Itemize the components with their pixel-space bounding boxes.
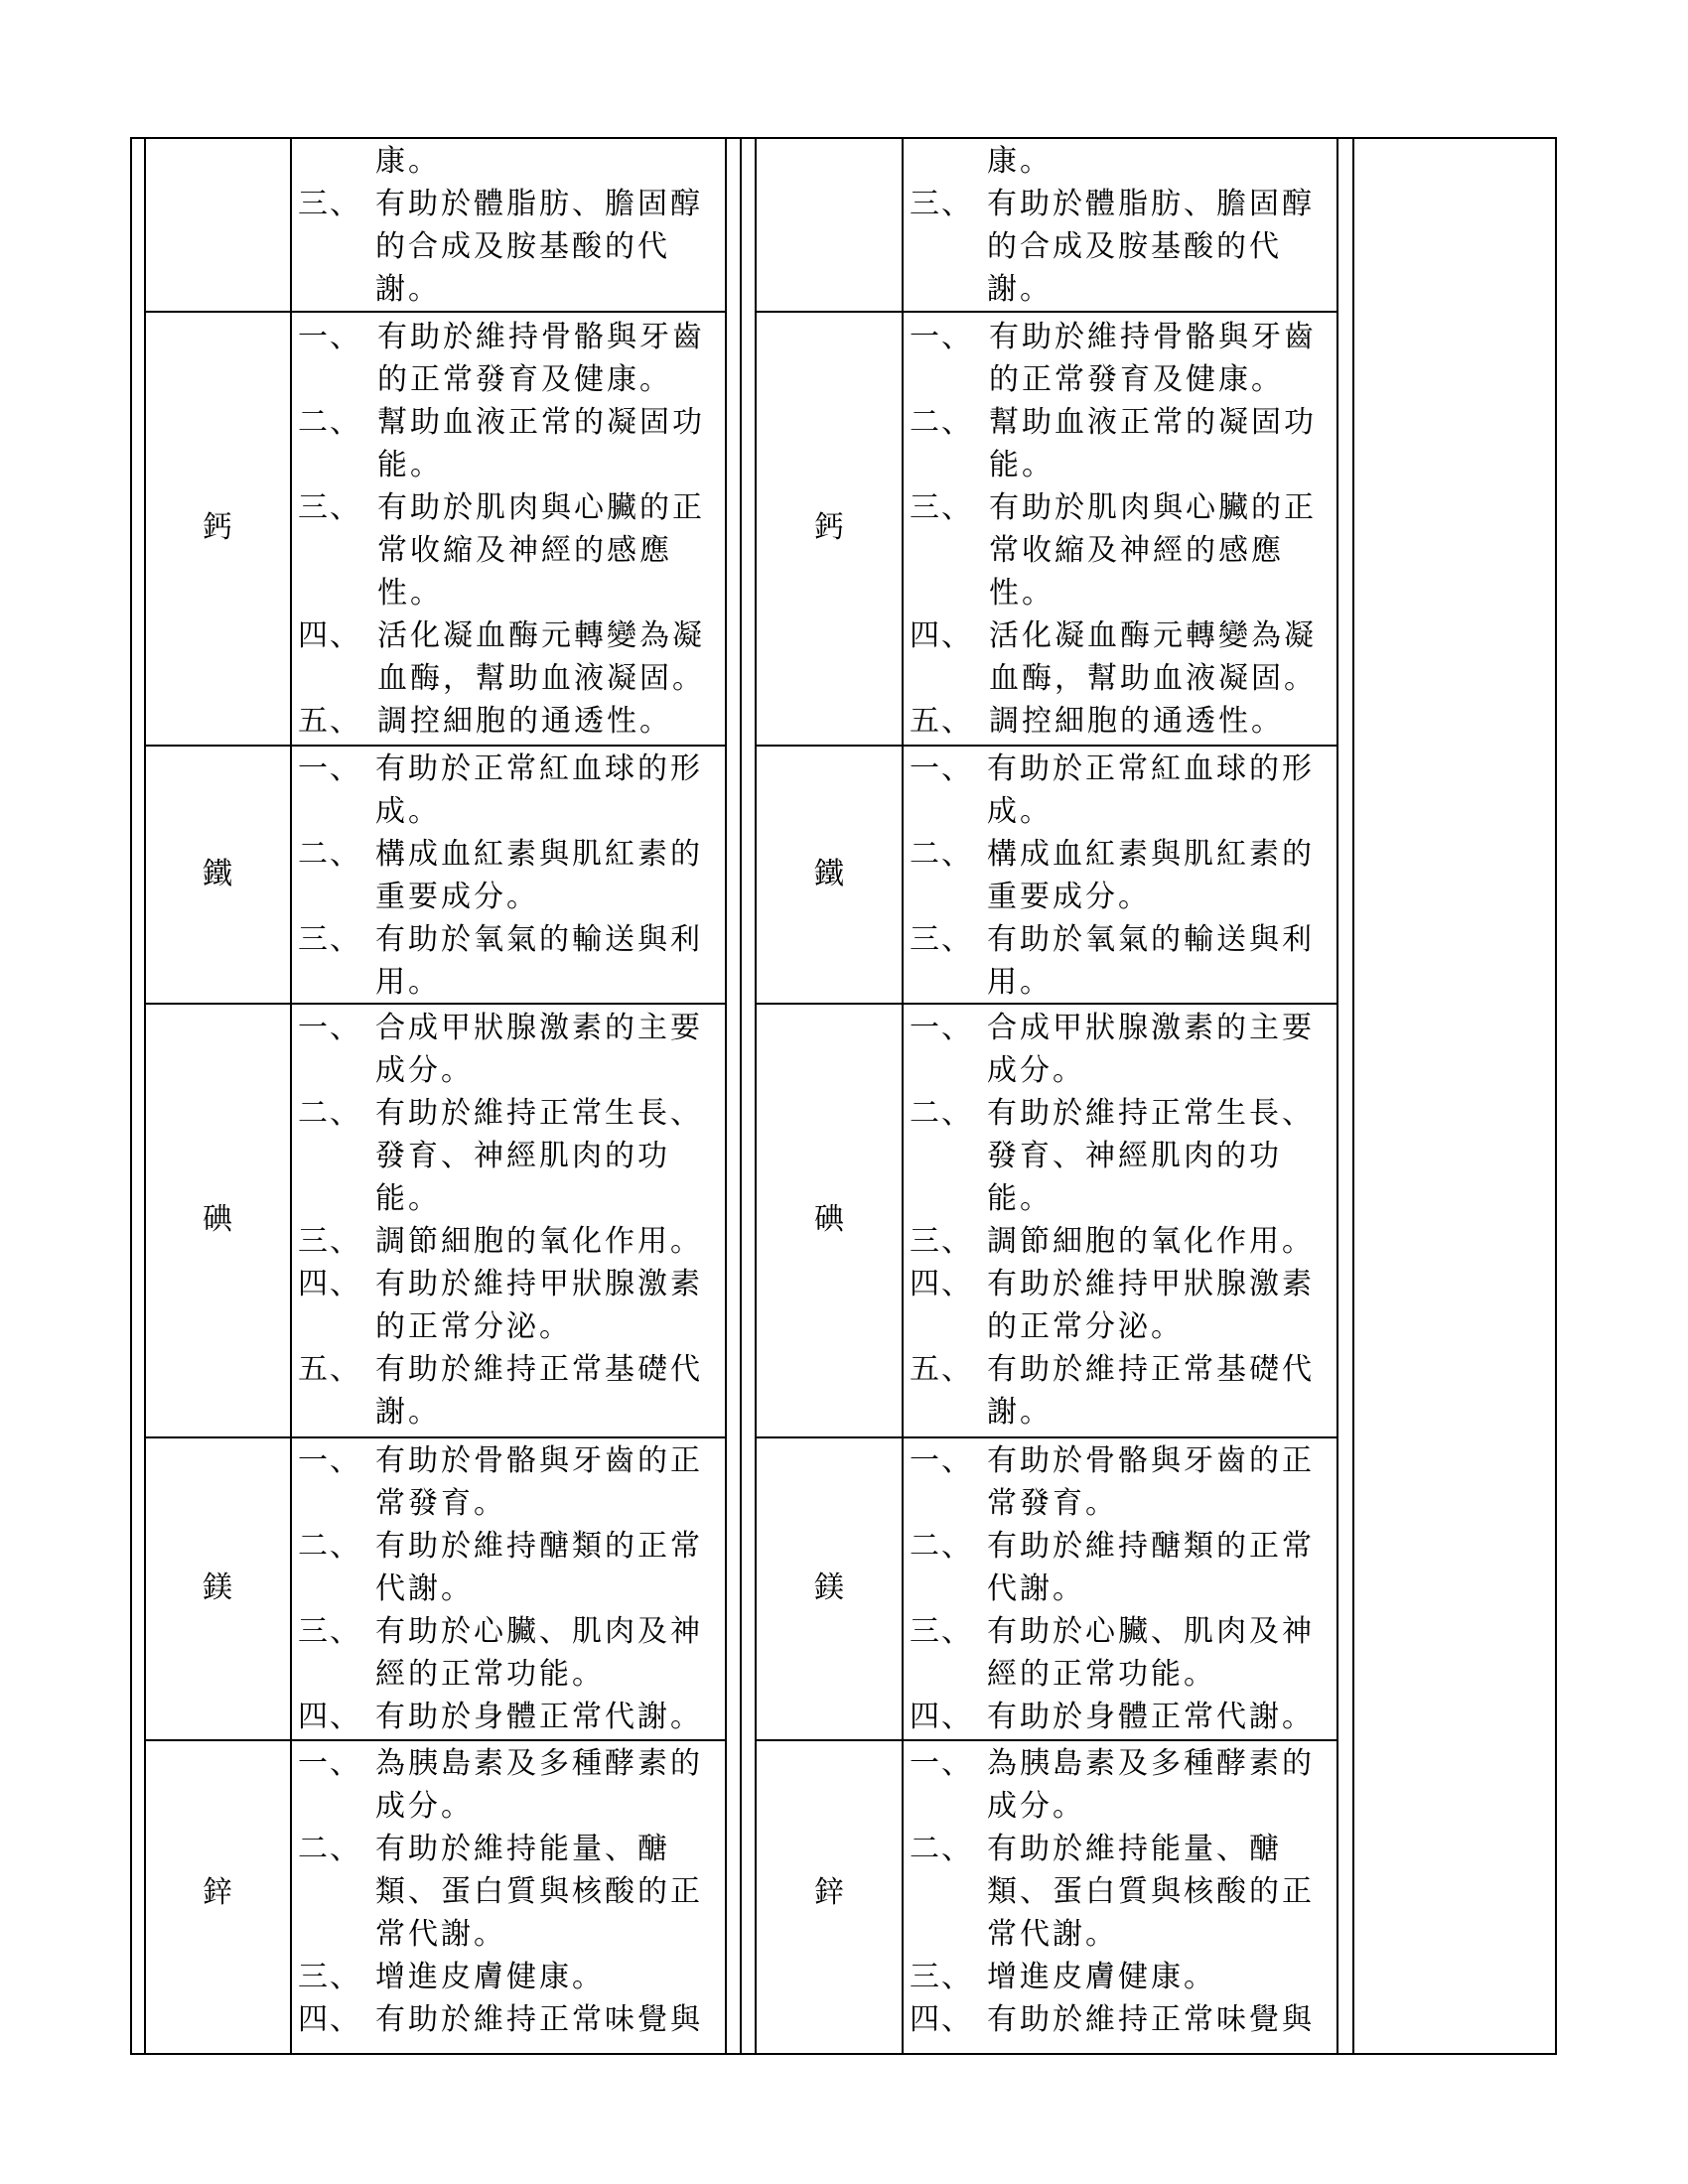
item-text: 調控細胞的通透性。 [989, 704, 1284, 739]
grid-line [130, 137, 1557, 139]
grid-line [1336, 137, 1338, 2055]
grid-line [740, 137, 742, 2055]
item-text: 有助於身體正常代謝。 [987, 1700, 1315, 1734]
item-number: 一、 [298, 320, 361, 354]
item-text: 有助於體脂肪、膽固醇 的合成及胺基酸的代 謝。 [987, 187, 1315, 307]
item-number: 一、 [910, 1746, 973, 1781]
nutrient-name: 鈣 [814, 510, 844, 545]
grid-line [130, 137, 132, 2055]
item-text: 調節細胞的氧化作用。 [987, 1224, 1315, 1259]
item-number: 三、 [910, 1224, 973, 1259]
item-number: 二、 [298, 1529, 361, 1564]
item-text: 活化凝血酶元轉變為凝 血酶，幫助血液凝固。 [377, 618, 705, 696]
item-text: 構成血紅素與肌紅素的 重要成分。 [987, 837, 1315, 914]
item-text: 有助於骨骼與牙齒的正 常發育。 [987, 1443, 1315, 1521]
item-text: 有助於維持正常基礎代 謝。 [987, 1352, 1315, 1430]
item-number: 二、 [910, 837, 973, 872]
item-number: 一、 [298, 751, 361, 786]
item-text: 有助於維持正常味覺與 [375, 2002, 703, 2037]
item-number: 二、 [910, 1096, 973, 1131]
item-text: 有助於正常紅血球的形 成。 [987, 751, 1315, 829]
item-text: 合成甲狀腺激素的主要 成分。 [987, 1011, 1315, 1088]
item-number: 五、 [910, 1352, 973, 1387]
nutrient-name: 鈣 [203, 510, 232, 545]
item-text: 有助於維持正常生長、 發育、神經肌肉的功 能。 [375, 1096, 703, 1216]
item-number: 一、 [910, 1011, 973, 1045]
item-text: 構成血紅素與肌紅素的 重要成分。 [375, 837, 703, 914]
nutrient-name: 鐵 [203, 857, 232, 891]
item-number: 四、 [910, 1700, 973, 1734]
item-number: 二、 [298, 405, 361, 440]
item-number: 一、 [910, 751, 973, 786]
item-number: 三、 [910, 1614, 973, 1649]
nutrient-name: 碘 [814, 1202, 844, 1237]
item-text: 幫助血液正常的凝固功 能。 [377, 405, 705, 482]
item-number: 五、 [910, 704, 973, 739]
item-text: 有助於氧氣的輸送與利 用。 [375, 922, 703, 1000]
grid-line [725, 137, 727, 2055]
item-number: 三、 [298, 1224, 361, 1259]
item-number: 三、 [298, 1960, 361, 1994]
grid-line [902, 137, 904, 2055]
item-text: 康。 [987, 144, 1053, 179]
nutrient-name: 鎂 [814, 1570, 844, 1605]
nutrient-name: 鎂 [203, 1570, 232, 1605]
item-text: 有助於肌肉與心臟的正 常收縮及神經的感應 性。 [377, 490, 705, 611]
item-number: 一、 [298, 1746, 361, 1781]
item-text: 活化凝血酶元轉變為凝 血酶，幫助血液凝固。 [989, 618, 1317, 696]
item-number: 五、 [298, 1352, 361, 1387]
item-text: 為胰島素及多種酵素的 成分。 [375, 1746, 703, 1824]
item-text: 調控細胞的通透性。 [377, 704, 672, 739]
item-text: 有助於正常紅血球的形 成。 [375, 751, 703, 829]
item-text: 合成甲狀腺激素的主要 成分。 [375, 1011, 703, 1088]
grid-line [144, 1739, 727, 1741]
grid-line [130, 2053, 1557, 2055]
item-text: 有助於心臟、肌肉及神 經的正常功能。 [375, 1614, 703, 1692]
item-number: 一、 [298, 1011, 361, 1045]
item-text: 有助於維持醣類的正常 代謝。 [987, 1529, 1315, 1606]
item-number: 一、 [910, 320, 973, 354]
item-number: 二、 [298, 1832, 361, 1866]
item-text: 有助於維持正常生長、 發育、神經肌肉的功 能。 [987, 1096, 1315, 1216]
item-number: 三、 [298, 1614, 361, 1649]
item-text: 增進皮膚健康。 [375, 1960, 605, 1994]
item-number: 一、 [298, 1443, 361, 1478]
item-text: 有助於維持醣類的正常 代謝。 [375, 1529, 703, 1606]
item-number: 四、 [910, 2002, 973, 2037]
grid-line [755, 745, 1338, 747]
grid-line [755, 137, 757, 2055]
nutrient-name: 碘 [203, 1202, 232, 1237]
item-number: 四、 [298, 1700, 361, 1734]
item-text: 調節細胞的氧化作用。 [375, 1224, 703, 1259]
item-number: 三、 [298, 187, 361, 221]
grid-line [755, 1739, 1338, 1741]
item-number: 二、 [298, 837, 361, 872]
item-text: 有助於氧氣的輸送與利 用。 [987, 922, 1315, 1000]
item-text: 有助於骨骼與牙齒的正 常發育。 [375, 1443, 703, 1521]
grid-line [755, 1436, 1338, 1438]
item-text: 有助於維持甲狀腺激素 的正常分泌。 [375, 1267, 703, 1344]
item-number: 三、 [910, 922, 973, 957]
item-text: 有助於維持能量、醣 類、蛋白質與核酸的正 常代謝。 [987, 1832, 1315, 1952]
item-text: 有助於心臟、肌肉及神 經的正常功能。 [987, 1614, 1315, 1692]
grid-line [144, 311, 727, 313]
nutrient-name: 鋅 [203, 1875, 232, 1910]
item-text: 有助於維持骨骼與牙齒 的正常發育及健康。 [989, 320, 1317, 397]
item-text: 增進皮膚健康。 [987, 1960, 1216, 1994]
item-number: 一、 [910, 1443, 973, 1478]
item-number: 二、 [298, 1096, 361, 1131]
item-text: 有助於肌肉與心臟的正 常收縮及神經的感應 性。 [989, 490, 1317, 611]
item-number: 三、 [910, 187, 973, 221]
item-text: 有助於維持甲狀腺激素 的正常分泌。 [987, 1267, 1315, 1344]
item-text: 有助於身體正常代謝。 [375, 1700, 703, 1734]
item-number: 三、 [910, 1960, 973, 1994]
nutrient-name: 鋅 [814, 1875, 844, 1910]
item-text: 幫助血液正常的凝固功 能。 [989, 405, 1317, 482]
item-number: 四、 [910, 618, 973, 653]
item-text: 有助於維持骨骼與牙齒 的正常發育及健康。 [377, 320, 705, 397]
item-text: 康。 [375, 144, 441, 179]
item-text: 有助於維持能量、醣 類、蛋白質與核酸的正 常代謝。 [375, 1832, 703, 1952]
item-number: 三、 [298, 490, 361, 525]
grid-line [144, 137, 146, 2055]
item-number: 二、 [910, 405, 973, 440]
item-number: 三、 [910, 490, 973, 525]
item-number: 二、 [910, 1832, 973, 1866]
grid-line [1555, 137, 1557, 2055]
grid-line [1352, 137, 1354, 2055]
item-number: 三、 [298, 922, 361, 957]
item-text: 有助於維持正常基礎代 謝。 [375, 1352, 703, 1430]
grid-line [290, 137, 292, 2055]
grid-line [755, 311, 1338, 313]
item-text: 有助於維持正常味覺與 [987, 2002, 1315, 2037]
item-number: 二、 [910, 1529, 973, 1564]
grid-line [144, 1436, 727, 1438]
grid-line [144, 745, 727, 747]
item-text: 為胰島素及多種酵素的 成分。 [987, 1746, 1315, 1824]
nutrient-name: 鐵 [814, 857, 844, 891]
item-text: 有助於體脂肪、膽固醇 的合成及胺基酸的代 謝。 [375, 187, 703, 307]
item-number: 四、 [910, 1267, 973, 1301]
item-number: 四、 [298, 1267, 361, 1301]
item-number: 五、 [298, 704, 361, 739]
item-number: 四、 [298, 2002, 361, 2037]
item-number: 四、 [298, 618, 361, 653]
